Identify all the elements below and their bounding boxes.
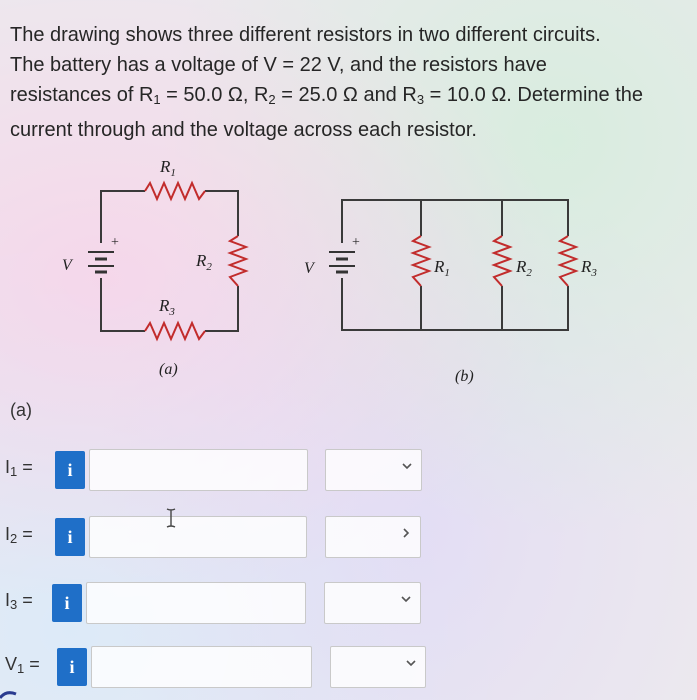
info-icon[interactable]: i xyxy=(57,648,87,686)
variable-letter: V xyxy=(5,654,18,674)
resistor-r2-a xyxy=(230,236,246,286)
resistor-r3-a xyxy=(145,323,205,339)
label-subscript: 1 xyxy=(170,167,176,179)
label-subscript: 3 xyxy=(169,306,175,318)
unit-select-v1[interactable] xyxy=(330,646,426,688)
wire xyxy=(205,286,238,331)
subscript: 2 xyxy=(268,92,276,107)
unit-select-i3[interactable] xyxy=(324,582,421,624)
label-subscript: 2 xyxy=(206,261,212,273)
unit-select-i2[interactable] xyxy=(325,516,421,558)
resistor-r1-b xyxy=(413,236,429,286)
label-r1-a xyxy=(159,157,176,179)
answer-row-i2 xyxy=(0,516,697,560)
answer-row-i1 xyxy=(0,449,697,493)
answer-input-i3[interactable] xyxy=(86,582,306,624)
variable-label xyxy=(5,590,33,612)
text-fragment: = 10.0 Ω. Determine the xyxy=(424,84,644,106)
info-icon[interactable]: i xyxy=(52,584,82,622)
question-line-2: The battery has a voltage of V = 22 V, and the resistors have xyxy=(10,54,547,76)
resistor-r3-b xyxy=(560,236,576,286)
label-r3-b xyxy=(580,257,597,279)
chevron-down-icon xyxy=(405,657,417,669)
equals-sign: = xyxy=(24,654,40,674)
chevron-down-icon xyxy=(401,460,413,472)
label-subscript: 1 xyxy=(444,267,450,279)
caption-b: (b) xyxy=(455,368,474,385)
label-subscript: 3 xyxy=(591,267,597,279)
battery-label-a: V xyxy=(62,257,72,274)
variable-subscript: 1 xyxy=(17,661,25,676)
equals-sign: = xyxy=(17,590,33,610)
answer-row-v1 xyxy=(0,646,697,690)
subscript: 1 xyxy=(153,92,161,107)
answer-input-i1[interactable] xyxy=(89,449,308,491)
variable-letter: I xyxy=(5,590,11,610)
variable-letter: I xyxy=(5,457,11,477)
label-letter: R xyxy=(434,257,445,276)
battery-a xyxy=(88,252,114,272)
variable-label xyxy=(5,457,33,479)
answer-input-i2[interactable] xyxy=(89,516,307,558)
wire xyxy=(342,278,568,330)
edge-mark xyxy=(0,688,18,700)
subscript: 3 xyxy=(416,92,425,107)
caption-a: (a) xyxy=(159,361,178,378)
text-fragment: resistances of R xyxy=(10,84,154,106)
label-letter: R xyxy=(160,157,171,176)
info-icon[interactable]: i xyxy=(55,518,85,556)
chevron-down-icon xyxy=(400,593,412,605)
text-cursor-icon xyxy=(165,507,177,529)
label-letter: R xyxy=(159,296,170,315)
variable-subscript: 1 xyxy=(10,464,18,479)
answer-input-v1[interactable] xyxy=(91,646,312,688)
circuit-b xyxy=(342,200,568,330)
label-letter: R xyxy=(196,251,207,270)
variable-subscript: 2 xyxy=(10,531,18,546)
variable-label xyxy=(5,654,40,676)
part-label: (a) xyxy=(10,400,32,420)
equals-sign: = xyxy=(17,457,33,477)
battery-label-b: V xyxy=(304,260,314,277)
wire xyxy=(342,200,568,243)
wire xyxy=(205,191,238,236)
wire xyxy=(101,191,145,243)
text-fragment: = 50.0 Ω, R xyxy=(160,84,269,106)
label-r2-b xyxy=(515,257,532,279)
label-r1-b xyxy=(433,257,450,279)
info-icon[interactable]: i xyxy=(55,451,85,489)
answer-row-i3 xyxy=(0,582,697,626)
label-r2-a xyxy=(195,251,212,273)
battery-plus-b: + xyxy=(352,235,360,250)
variable-letter: I xyxy=(5,524,11,544)
question-line-4: current through and the voltage across each resistor. xyxy=(10,119,477,141)
battery-plus-a: + xyxy=(111,235,119,250)
text-fragment: = 25.0 Ω and R xyxy=(275,84,417,106)
equals-sign: = xyxy=(17,524,33,544)
label-subscript: 2 xyxy=(526,267,532,279)
wire xyxy=(101,278,145,331)
chevron-right-icon xyxy=(400,527,412,539)
resistor-r1-a xyxy=(145,183,205,199)
battery-b xyxy=(329,252,355,272)
resistor-r2-b xyxy=(494,236,510,286)
question-line-1: The drawing shows three different resistors in two different circuits. xyxy=(10,24,601,46)
variable-subscript: 3 xyxy=(10,597,18,612)
label-letter: R xyxy=(516,257,527,276)
variable-label xyxy=(5,524,33,546)
label-r3-a xyxy=(158,296,175,318)
unit-select-i1[interactable] xyxy=(325,449,422,491)
label-letter: R xyxy=(581,257,592,276)
